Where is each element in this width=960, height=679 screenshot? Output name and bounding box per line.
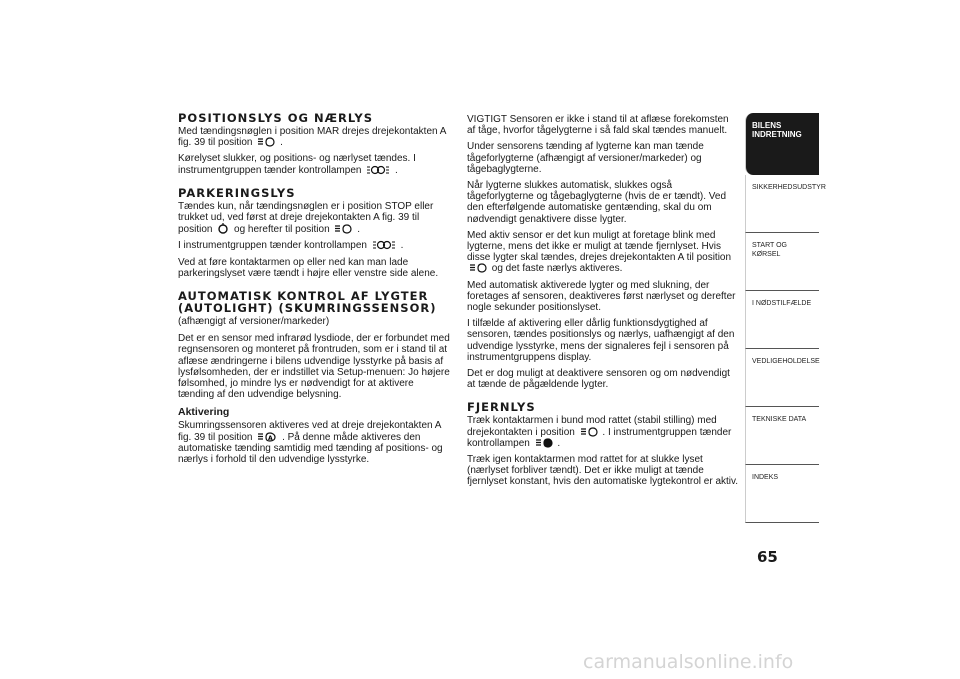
text: Skumringssensoren aktiveres ved at dreje drejekontakten A fig. 39 til position [178,420,441,443]
left-column [178,112,450,470]
paragraph [467,415,739,449]
text: I instrumentgruppen tænder kontrollampen [178,240,367,252]
heading-autolight: AUTOMATISK KONTROL AF LYGTER (AUTOLIGHT) (SKUMRINGSSENSOR) [178,289,437,316]
text: og herefter til position [234,224,330,236]
paragraph: VIGTIGT Sensoren er ikke i stand til at aflæse forekomsten af tåge, hvorfor tågelygterne i så fald skal tændes manuelt. [467,114,729,137]
page-number: 65 [757,548,778,566]
tab-bilens-indretning[interactable]: BILENS INDRETNING [745,113,819,175]
text: . [357,224,360,236]
parking-position-icon [217,223,229,234]
paragraph [467,230,739,275]
paragraph [178,240,450,251]
paragraph [178,126,450,148]
text: Kørelyset slukker, og positions- og nærlyset tændes. I instrumentgruppen tænder kontrollampen [178,153,416,176]
text: . [395,164,398,176]
paragraph: Det er dog muligt at deaktivere sensoren og om nødvendigt at tænde de pågældende lygter. [467,368,730,391]
low-beam-icon [580,427,598,437]
tab-indeks[interactable]: INDEKS [745,465,819,523]
paragraph [178,420,450,465]
tab-sikkerhedsudstyr[interactable]: SIKKERHEDSUDSTYR [745,175,819,233]
high-beam-icon [535,438,553,448]
tab-i-nodstilfaelde[interactable]: I NØDSTILFÆLDE [745,291,819,349]
text: Med tændingsnøglen i position MAR drejes drejekontakten A fig. 39 til position [178,126,446,149]
paragraph: Under sensorens tænding af lygterne kan man tænde tågeforlygterne (afhængigt af versioner/markeder) og tågebaglygterne. [467,141,704,175]
position-light-icon [366,165,390,175]
right-column [467,114,739,493]
paragraph [178,153,450,175]
low-beam-icon [469,263,487,273]
heading-position-lights: POSITIONSLYS OG NÆRLYS [178,111,374,125]
text: Med aktiv sensor er det kun muligt at foretage blink med lygterne, mens det ikke er muligt at tænde fjernlyset. Hvis disse lygter skal tændes, drejes drejekontakten A til position [467,229,732,264]
tab-vedligeholdelse[interactable]: VEDLIGEHOLDELSE [745,349,819,407]
paragraph: Træk igen kontaktarmen mod rattet for at slukke lyset (nærlyset forbliver tændt). Det er ikke muligt at tænde fjernlyset konstant, hvis den automatiske lygtekontrol er aktiv. [467,454,739,488]
paragraph [178,201,450,236]
low-beam-icon [334,224,352,234]
chapter-tabs [745,113,826,523]
text: . I instrumentgruppen tænder kontrollampen [467,426,732,449]
tab-start-og-korsel[interactable]: START OG KØRSEL [745,233,819,291]
paragraph: (afhængigt af versioner/markeder) [178,316,330,328]
text: og det faste nærlys aktiveres. [491,263,623,275]
paragraph: Det er en sensor med infrarød lysdiode, der er forbundet med regnsensoren og monteret på frontruden, som er i stand til at aflæse ændringerne i bilens udvendige lysstyrke på basis af lysfølsomheden, der er indstillet via Setup-menuen: Jo højere følsomhed, jo mindre lys er nødvendigt for at aktivere tænding af den udvendige belysning. [178,333,450,401]
position-light-icon [372,240,396,250]
text: . På denne måde aktiveres den automatiske tænding samtidig med tænding af positions- og nærlys i forhold til den udvendige lysstyrke. [178,431,443,466]
subheading-activation: Aktivering [178,406,230,419]
paragraph: Ved at føre kontaktarmen op eller ned kan man lade parkeringslyset være tændt i højre eller venstre side alene. [178,256,439,279]
auto-light-icon [257,432,277,442]
text: Tændes kun, når tændingsnøglen er i position STOP eller trukket ud, ved først at dreje drejekontakten A fig. 39 til position [178,200,434,236]
paragraph: Med automatisk aktiverede lygter og med slukning, der foretages af sensoren, deaktiveres først nærlyset og derefter nogle sekunder positionslyset. [467,279,736,314]
paragraph: Når lygterne slukkes automatisk, slukkes også tågeforlygterne og tågebaglygterne (hvis de er tændt). Ved den efterfølgende automatiske gentænding, skal du om nødvendigt genaktivere disse lygter. [467,180,727,225]
watermark: carmanualsonline.info [583,651,794,673]
heading-parking-lights: PARKERINGSLYS [178,185,296,200]
heading-high-beam: FJERNLYS [467,400,536,415]
svg-text:A: A [268,434,273,442]
text: . [400,240,404,252]
paragraph: I tilfælde af aktivering eller dårlig funktionsdygtighed af sensoren, tændes positionslys og nærlys, uafhængigt af den udvendige lysstyrke, mens der signaleres fejl i sensoren på instrumentgruppens display. [467,318,735,363]
tab-tekniske-data[interactable]: TEKNISKE DATA [745,407,819,465]
text: . [280,137,283,149]
low-beam-icon [257,137,275,147]
text: . [557,437,561,449]
text: Træk kontaktarmen i bund mod rattet (stabil stilling) med drejekontakten i position [467,415,717,438]
